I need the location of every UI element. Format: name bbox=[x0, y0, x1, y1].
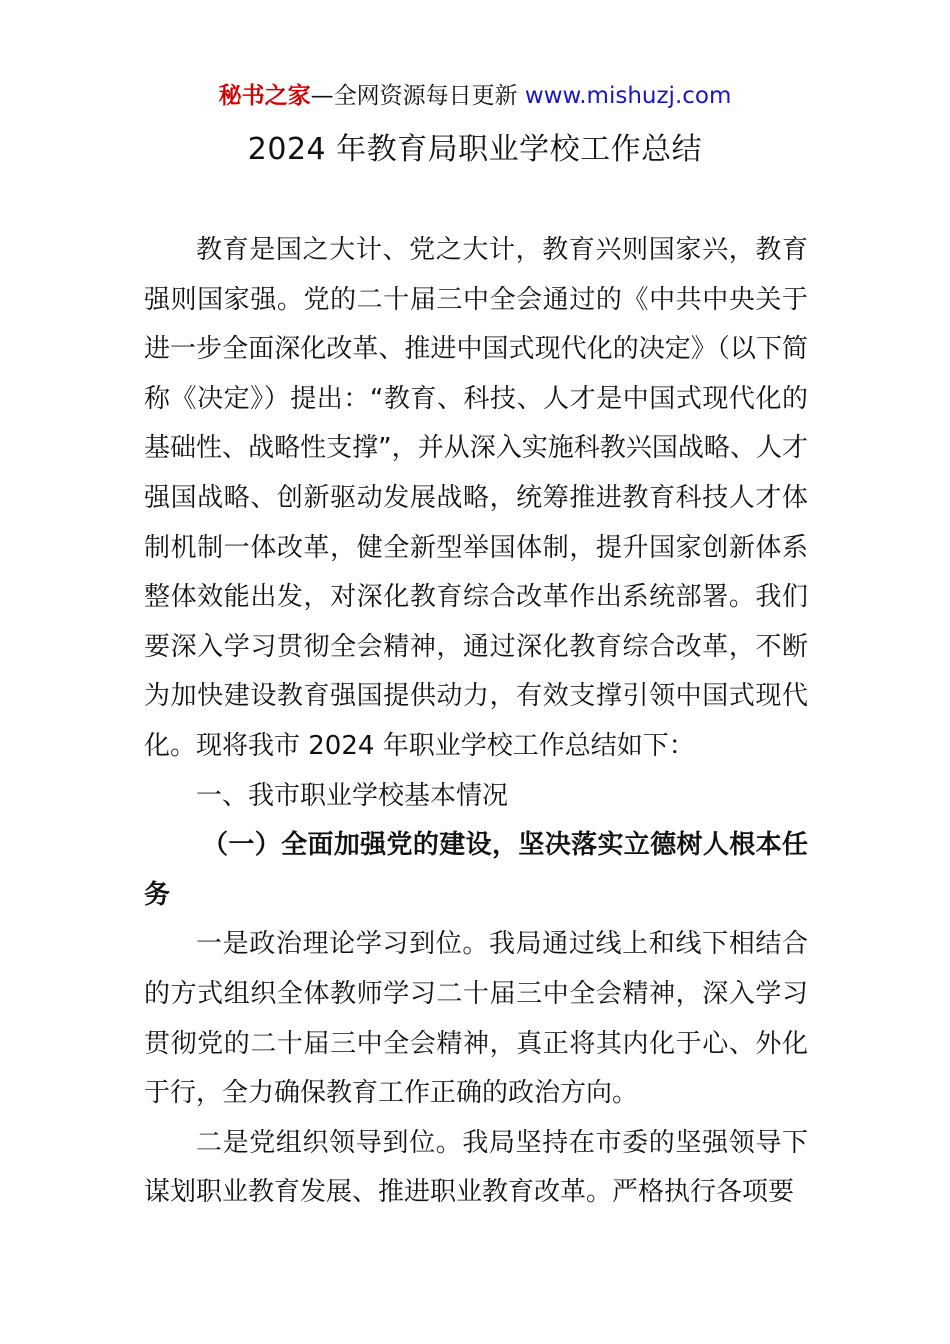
site-brand: 秘书之家 bbox=[218, 83, 311, 109]
site-header bbox=[0, 80, 950, 112]
body-paragraph: 二是党组织领导到位。我局坚持在市委的坚强领导下谋划职业教育发展、推进职业教育改革。严格执行各项要 bbox=[144, 1127, 808, 1208]
body-paragraph: 一是政治理论学习到位。我局通过线上和线下相结合的方式组织全体教师学习二十届三中全会精神，深入学习贯彻党的二十届三中全会精神，真正将其内化于心、外化于行，全力确保教育工作正确的政治方向。 bbox=[144, 929, 808, 1109]
site-tagline: —全网资源每日更新 bbox=[310, 83, 525, 109]
intro-paragraph: 教育是国之大计、党之大计，教育兴则国家兴，教育强则国家强。党的二十届三中全会通过的《中共中央关于进一步全面深化改革、推进中国式现代化的决定》（以下简称《决定》）提出：“教育、科技、人才是中国式现代化的基础性、战略性支撑”，并从深入实施科教兴国战略、人才强国战略、创新驱动发展战略，统筹推进教育科技人才体制机制一体改革，健全新型举国体制，提升国家创新体系整体效能出发，对深化教育综合改革作出系统部署。我们要深入学习贯彻全会精神，通过深化教育综合改革，不断为加快建设教育强国提供动力，有效支撑引领中国式现代化。现将我市 2024 年职业学校工作总结如下： bbox=[144, 235, 808, 761]
document-title: 2024 年教育局职业学校工作总结 bbox=[247, 132, 703, 167]
site-url-link[interactable]: www.mishuzj.com bbox=[524, 83, 732, 109]
subsection-heading: （一）全面加强党的建设，坚决落实立德树人根本任务 bbox=[144, 830, 808, 910]
document-body bbox=[144, 226, 808, 1218]
section-heading: 一、我市职业学校基本情况 bbox=[196, 780, 509, 811]
